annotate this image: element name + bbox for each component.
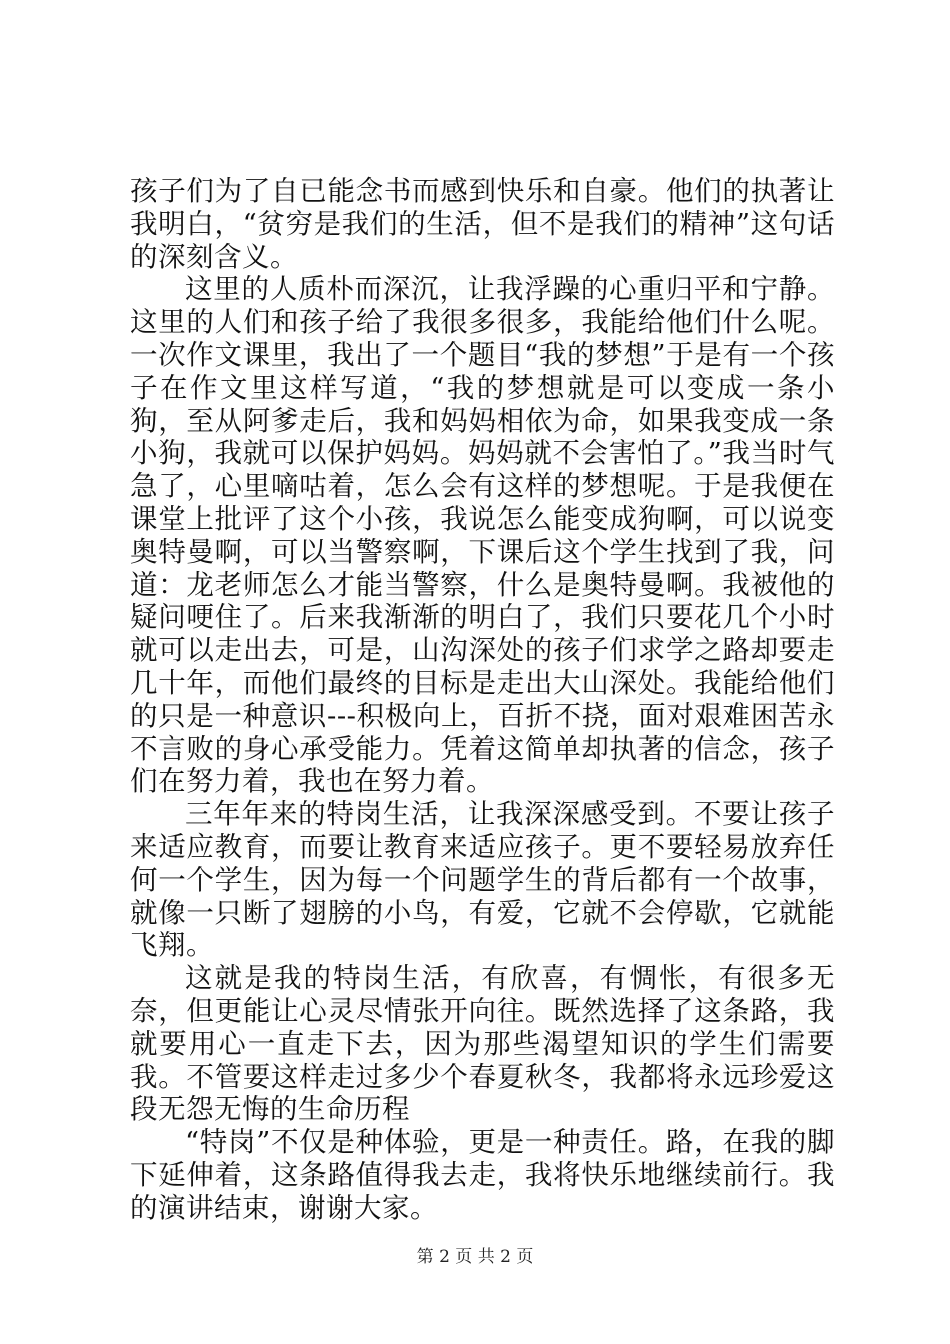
paragraph-continuation: 孩子们为了自已能念书而感到快乐和自豪。他们的执著让我明白，“贫穷是我们的生活，但不是我们的精神”这句话的深刻含义。 [130,175,835,273]
document-body [130,175,835,1225]
page-number-footer: 第 2 页 共 2 页 [416,1247,534,1267]
paragraph: “特岗”不仅是种体验，更是一种责任。路，在我的脚下延伸着，这条路值得我去走，我将快乐地继续前行。我的演讲结束，谢谢大家。 [130,1126,835,1224]
paragraph: 这里的人质朴而深沉，让我浮躁的心重归平和宁静。这里的人们和孩子给了我很多很多，我能给他们什么呢。一次作文课里，我出了一个题目“我的梦想”于是有一个孩子在作文里这样写道，“我的梦想就是可以变成一条小狗，至从阿爹走后，我和妈妈相依为命，如果我变成一条小狗，我就可以保护妈妈。妈妈就不会害怕了。”我当时气急了，心里嘀咕着，怎么会有这样的梦想呢。于是我便在课堂上批评了这个小孩，我说怎么能变成狗啊，可以说变奥特曼啊，可以当警察啊，下课后这个学生找到了我，问道：龙老师怎么才能当警察，什么是奥特曼啊。我被他的疑问哽住了。后来我渐渐的明白了，我们只要花几个小时就可以走出去，可是，山沟深处的孩子们求学之路却要走几十年，而他们最终的目标是走出大山深处。我能给他们的只是一种意识---积极向上，百折不挠，面对艰难困苦永不言败的身心承受能力。凭着这简单却执著的信念，孩子们在努力着，我也在努力着。 [130,273,835,798]
paragraph: 三年年来的特岗生活，让我深深感受到。不要让孩子来适应教育，而要让教育来适应孩子。更不要轻易放弃任何一个学生，因为每一个问题学生的背后都有一个故事，就像一只断了翅膀的小鸟，有爱，它就不会停歇，它就能飞翔。 [130,798,835,962]
paragraph: 这就是我的特岗生活，有欣喜，有惆怅，有很多无奈，但更能让心灵尽情张开向往。既然选择了这条路，我就要用心一直走下去，因为那些渴望知识的学生们需要我。不管要这样走过多少个春夏秋冬，我都将永远珍爱这段无怨无悔的生命历程 [130,962,835,1126]
